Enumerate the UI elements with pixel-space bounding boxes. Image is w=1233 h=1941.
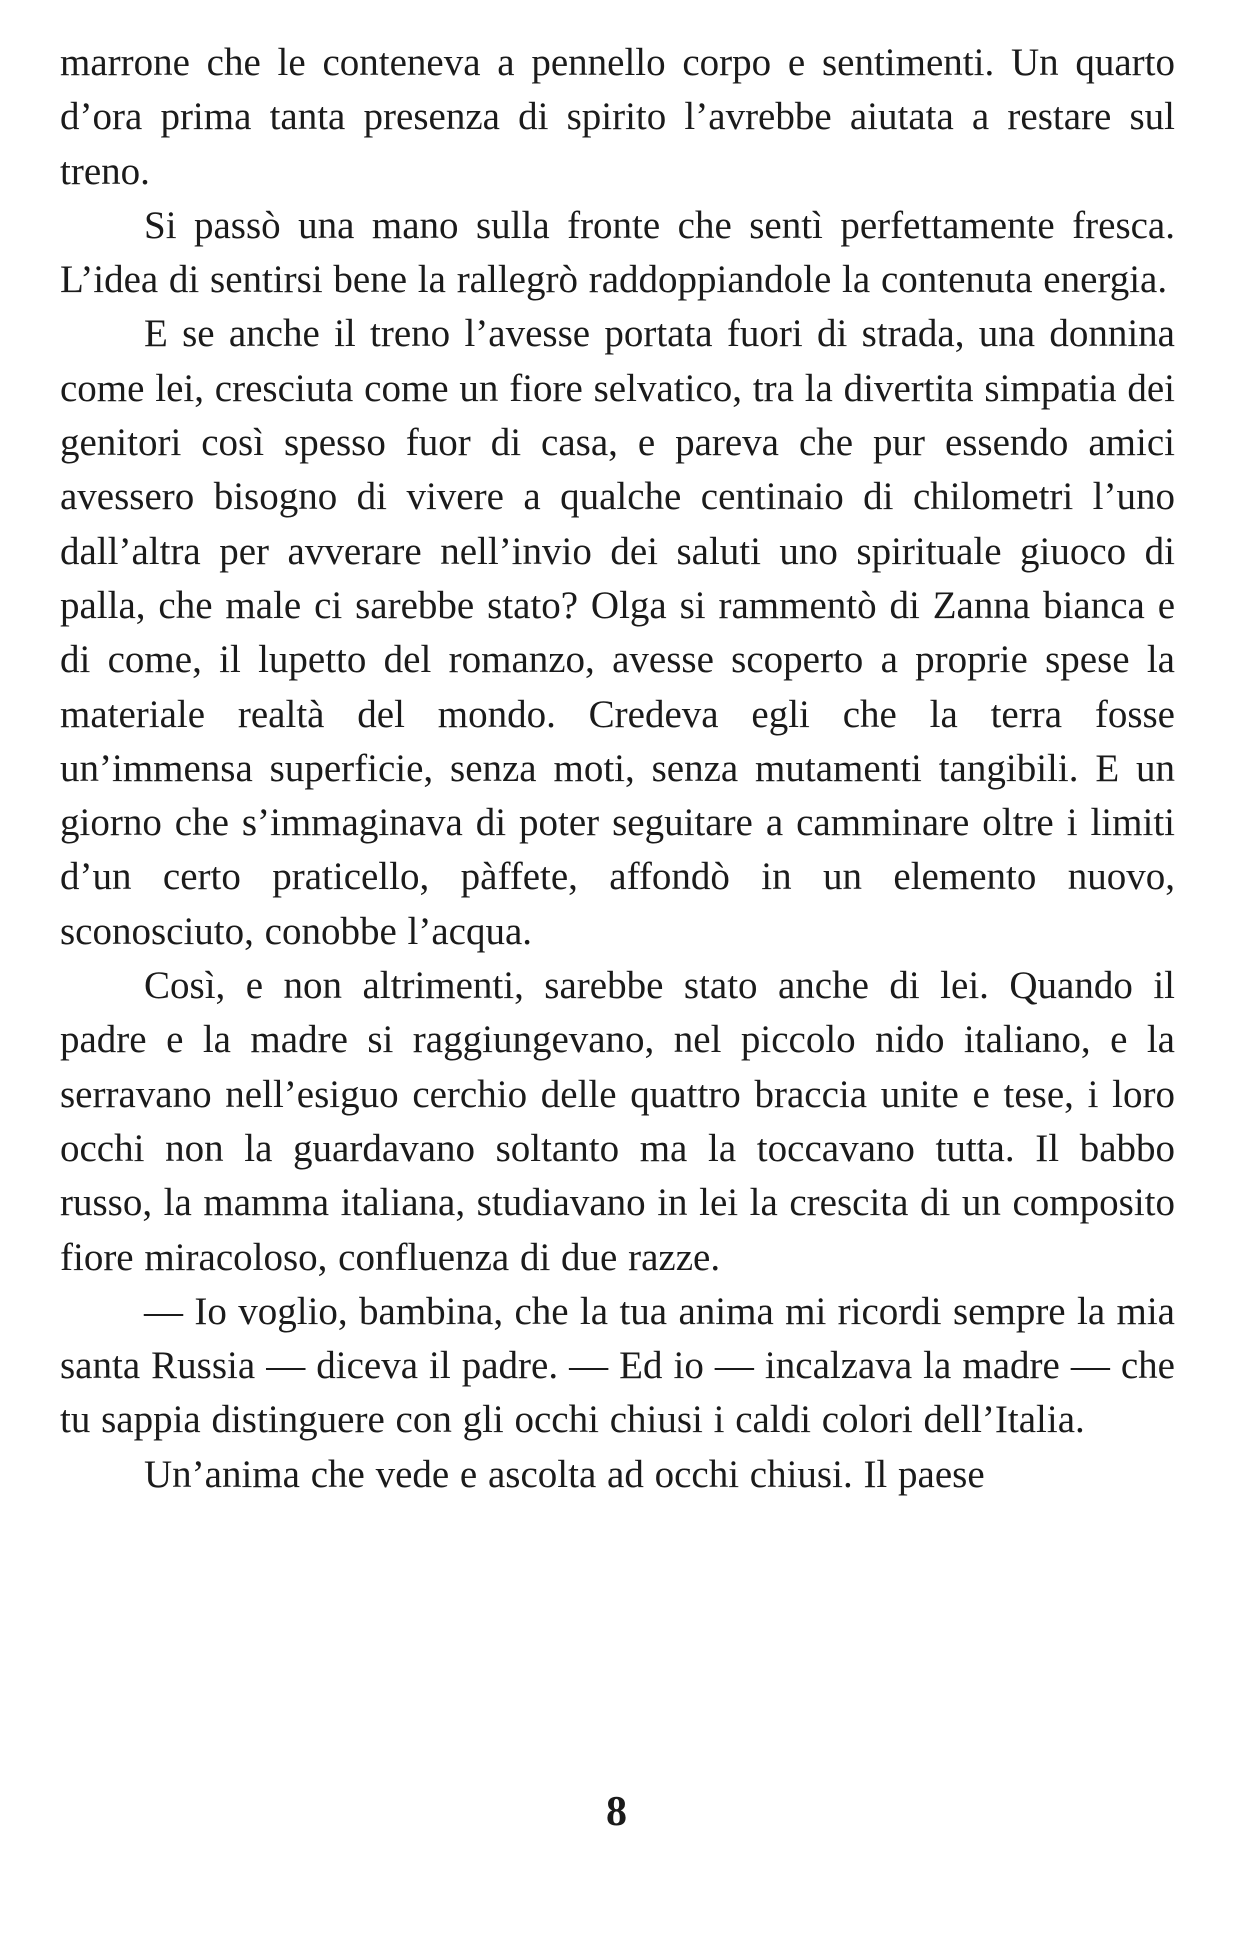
paragraph: E se anche il treno l’avesse portata fuori di strada, una donnina come lei, cresciuta come un fiore selvatico, tra la divertita simpatia dei genitori così spesso fuor di casa, e pareva che pur essendo amici avessero bisogno di vivere a qualche centinaio di chilometri l’uno dall’altra per avverare nell’invio dei saluti uno spirituale giuoco di palla, che male ci sarebbe stato? Olga si rammentò di Zanna bianca e di come, il lupetto del romanzo, avesse scoperto a proprie spese la materiale realtà del mondo. Credeva egli che la terra fosse un’immensa superficie, senza moti, senza mutamenti tangibili. E un giorno che s’immaginava di poter seguitare a camminare oltre i limiti d’un certo praticello, pàffete, affondò in un elemento nuovo, sconosciuto, conobbe l’acqua. [60, 312, 1175, 953]
paragraph: Un’anima che vede e ascolta ad occhi chiusi. Il paese [144, 1452, 985, 1496]
dialogue-paragraph: — Io voglio, bambina, che la tua anima mi ricordi sempre la mia santa Russia — diceva il padre. — Ed io — incalzava la madre — che tu sappia distinguere con gli occhi chiusi i caldi colori dell’Italia. [60, 1289, 1175, 1442]
paragraph: Così, e non altrimenti, sarebbe stato anche di lei. Quando il padre e la madre si raggiungevano, nel piccolo nido italiano, e la serravano nell’esiguo cerchio delle quattro braccia unite e tese, i loro occhi non la guardavano soltanto ma la toccavano tutta. Il babbo russo, la mamma italiana, studiavano in lei la crescita di un composito fiore miracoloso, confluenza di due razze. [60, 964, 1175, 1279]
paragraph: Si passò una mano sulla fronte che sentì perfettamente fresca. L’idea di sentirsi bene la rallegrò raddoppiandole la contenuta energia. [60, 203, 1175, 302]
body-text [60, 36, 1175, 1502]
paragraph-continuation: marrone che le conteneva a pennello corpo e sentimenti. Un quarto d’ora prima tanta presenza di spirito l’avrebbe aiutata a restare sul treno. [60, 41, 1175, 193]
page-number: 8 [606, 1789, 627, 1835]
